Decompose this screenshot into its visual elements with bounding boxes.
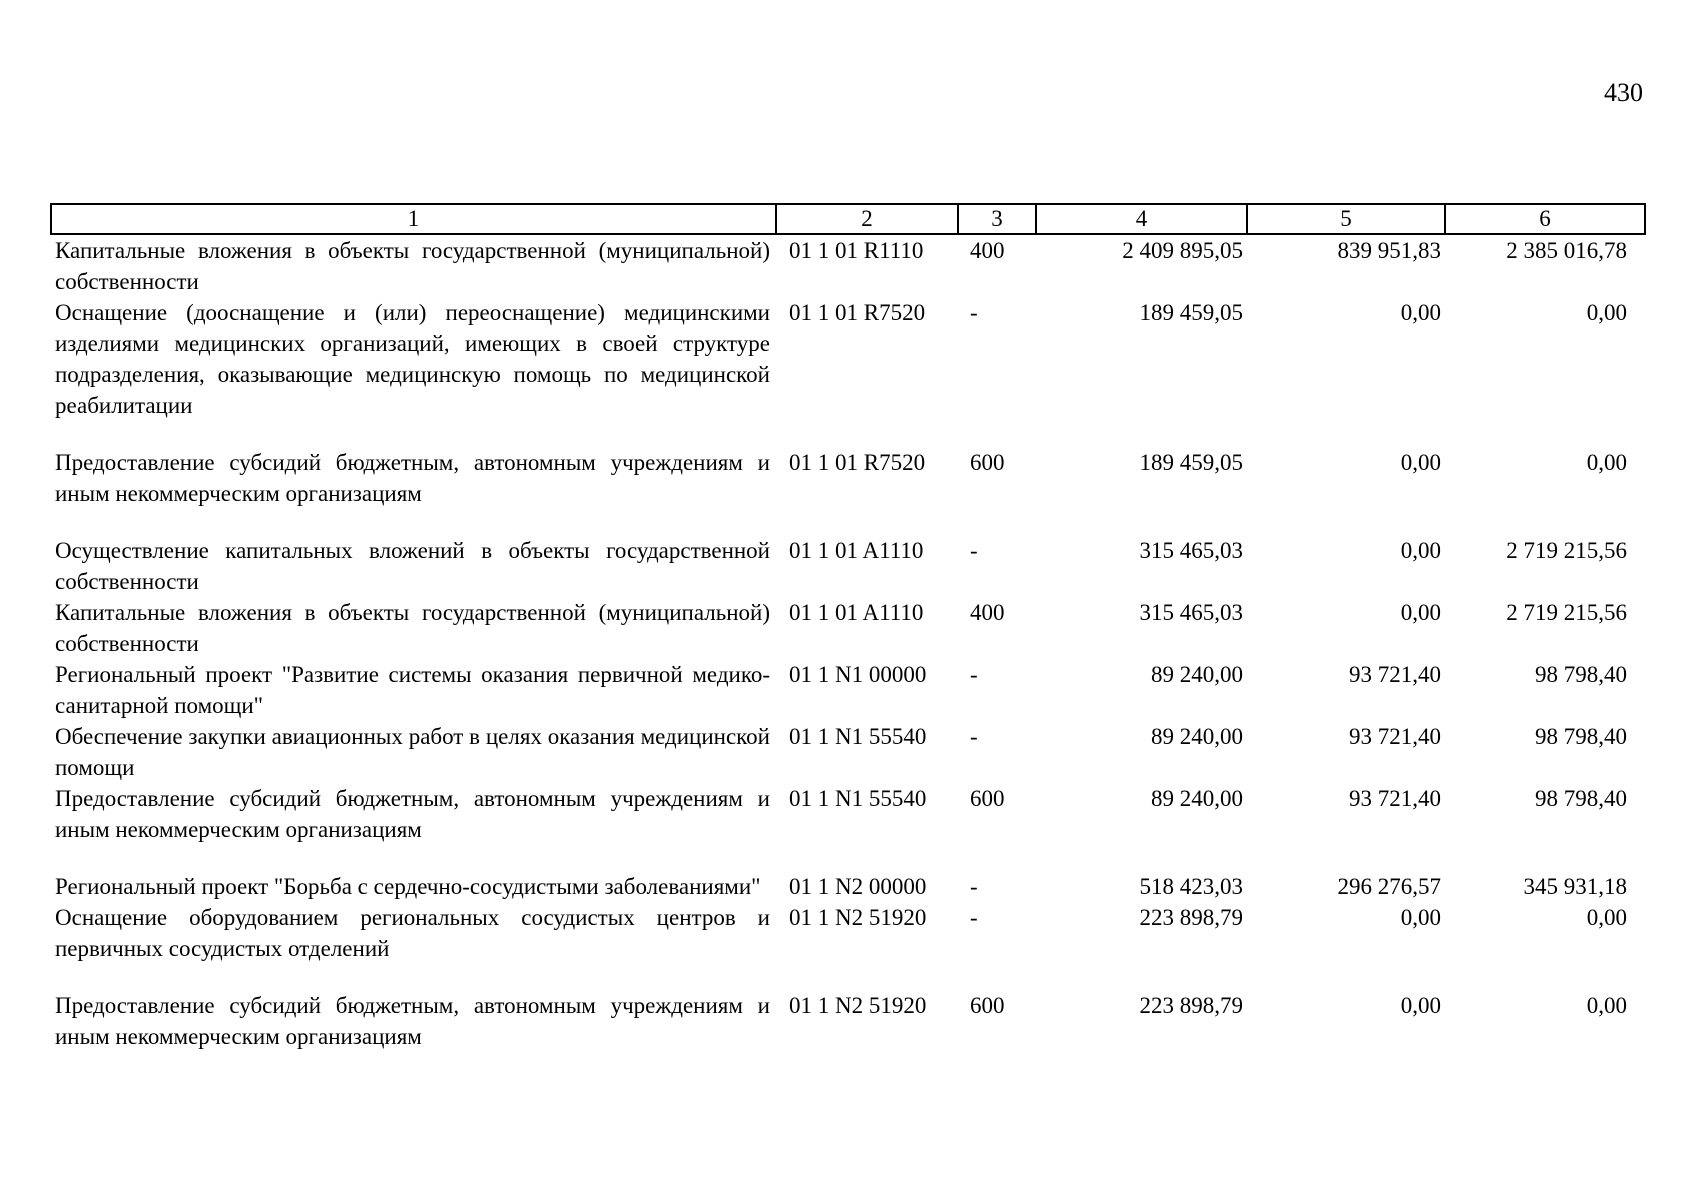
row-value-1: 223 898,79 bbox=[1139, 993, 1243, 1018]
table-row bbox=[51, 990, 1645, 1052]
row-code: 01 1 01 R7520 bbox=[789, 300, 926, 325]
table-row bbox=[51, 597, 1645, 659]
row-value-3: 98 798,40 bbox=[1535, 662, 1627, 687]
row-name: Оснащение (дооснащение и (или) переоснащение) медицинскими изделиями медицинских организаций, имеющих в своей структуре подразделения, оказывающие медицинскую помощь по медицинской реабилитации bbox=[55, 300, 770, 418]
row-value-2: 296 276,57 bbox=[1337, 874, 1441, 899]
row-name: Предоставление субсидий бюджетным, автономным учреждениям и иным некоммерческим организациям bbox=[55, 450, 770, 506]
row-value-2: 93 721,40 bbox=[1349, 724, 1441, 749]
table-row bbox=[51, 659, 1645, 721]
table-row bbox=[51, 871, 1645, 902]
budget-table bbox=[50, 203, 1646, 1052]
row-value-1: 189 459,05 bbox=[1139, 450, 1243, 475]
row-expense-type: - bbox=[970, 538, 978, 563]
row-value-2: 0,00 bbox=[1400, 300, 1441, 325]
row-name: Оснащение оборудованием региональных сосудистых центров и первичных сосудистых отделений bbox=[55, 905, 770, 961]
table-row bbox=[51, 902, 1645, 990]
row-expense-type: 600 bbox=[970, 786, 1005, 811]
row-value-3: 2 385 016,78 bbox=[1506, 238, 1627, 263]
column-header-6: 6 bbox=[1445, 204, 1645, 234]
row-value-1: 315 465,03 bbox=[1139, 538, 1243, 563]
row-expense-type: - bbox=[970, 662, 978, 687]
row-name: Капитальные вложения в объекты государственной (муниципальной) собственности bbox=[55, 600, 770, 656]
table-row bbox=[51, 447, 1645, 535]
row-value-2: 93 721,40 bbox=[1349, 662, 1441, 687]
table-row bbox=[51, 297, 1645, 447]
row-code: 01 1 N2 51920 bbox=[789, 905, 927, 930]
row-expense-type: - bbox=[970, 905, 978, 930]
row-value-2: 839 951,83 bbox=[1337, 238, 1441, 263]
row-value-3: 2 719 215,56 bbox=[1506, 538, 1627, 563]
row-value-3: 98 798,40 bbox=[1535, 786, 1627, 811]
row-value-3: 345 931,18 bbox=[1523, 874, 1627, 899]
row-value-1: 89 240,00 bbox=[1151, 724, 1243, 749]
row-value-1: 189 459,05 bbox=[1139, 300, 1243, 325]
row-expense-type: 400 bbox=[970, 238, 1005, 263]
row-value-1: 223 898,79 bbox=[1139, 905, 1243, 930]
table-row bbox=[51, 535, 1645, 597]
row-value-2: 0,00 bbox=[1400, 450, 1441, 475]
column-header-1: 1 bbox=[51, 204, 776, 234]
row-code: 01 1 01 R7520 bbox=[789, 450, 926, 475]
row-expense-type: 600 bbox=[970, 450, 1005, 475]
row-expense-type: - bbox=[970, 300, 978, 325]
row-name: Региональный проект "Борьба с сердечно-сосудистыми заболеваниями" bbox=[55, 874, 761, 899]
row-name: Обеспечение закупки авиационных работ в целях оказания медицинской помощи bbox=[55, 724, 770, 780]
row-value-2: 0,00 bbox=[1400, 905, 1441, 930]
row-value-2: 0,00 bbox=[1400, 600, 1441, 625]
row-value-3: 0,00 bbox=[1586, 993, 1627, 1018]
row-value-3: 2 719 215,56 bbox=[1506, 600, 1627, 625]
row-value-1: 315 465,03 bbox=[1139, 600, 1243, 625]
row-expense-type: - bbox=[970, 874, 978, 899]
header-row bbox=[51, 204, 1645, 234]
row-name: Предоставление субсидий бюджетным, автономным учреждениям и иным некоммерческим организациям bbox=[55, 993, 770, 1049]
row-code: 01 1 01 R1110 bbox=[789, 238, 924, 263]
row-value-3: 98 798,40 bbox=[1535, 724, 1627, 749]
table-row bbox=[51, 783, 1645, 871]
row-name: Капитальные вложения в объекты государственной (муниципальной) собственности bbox=[55, 238, 770, 294]
row-value-1: 2 409 895,05 bbox=[1122, 238, 1243, 263]
row-value-3: 0,00 bbox=[1586, 450, 1627, 475]
column-header-5: 5 bbox=[1247, 204, 1445, 234]
row-value-3: 0,00 bbox=[1586, 300, 1627, 325]
row-name: Предоставление субсидий бюджетным, автономным учреждениям и иным некоммерческим организациям bbox=[55, 786, 770, 842]
table-row bbox=[51, 721, 1645, 783]
page-number: 430 bbox=[1604, 78, 1643, 107]
row-expense-type: 400 bbox=[970, 600, 1005, 625]
row-code: 01 1 N1 55540 bbox=[789, 724, 927, 749]
column-header-2: 2 bbox=[776, 204, 958, 234]
row-value-1: 518 423,03 bbox=[1139, 874, 1243, 899]
row-value-2: 0,00 bbox=[1400, 538, 1441, 563]
row-expense-type: - bbox=[970, 724, 978, 749]
column-header-3: 3 bbox=[958, 204, 1036, 234]
row-value-3: 0,00 bbox=[1586, 905, 1627, 930]
row-name: Региональный проект "Развитие системы оказания первичной медико-санитарной помощи" bbox=[55, 662, 770, 718]
row-value-2: 0,00 bbox=[1400, 993, 1441, 1018]
row-code: 01 1 N2 00000 bbox=[789, 874, 927, 899]
row-value-1: 89 240,00 bbox=[1151, 662, 1243, 687]
row-code: 01 1 N1 00000 bbox=[789, 662, 927, 687]
row-name: Осуществление капитальных вложений в объекты государственной собственности bbox=[55, 538, 770, 594]
row-expense-type: 600 bbox=[970, 993, 1005, 1018]
row-code: 01 1 N1 55540 bbox=[789, 786, 927, 811]
row-code: 01 1 01 A1110 bbox=[789, 600, 924, 625]
row-value-2: 93 721,40 bbox=[1349, 786, 1441, 811]
row-value-1: 89 240,00 bbox=[1151, 786, 1243, 811]
row-code: 01 1 01 A1110 bbox=[789, 538, 924, 563]
table-row bbox=[51, 234, 1645, 297]
row-code: 01 1 N2 51920 bbox=[789, 993, 927, 1018]
column-header-4: 4 bbox=[1036, 204, 1247, 234]
